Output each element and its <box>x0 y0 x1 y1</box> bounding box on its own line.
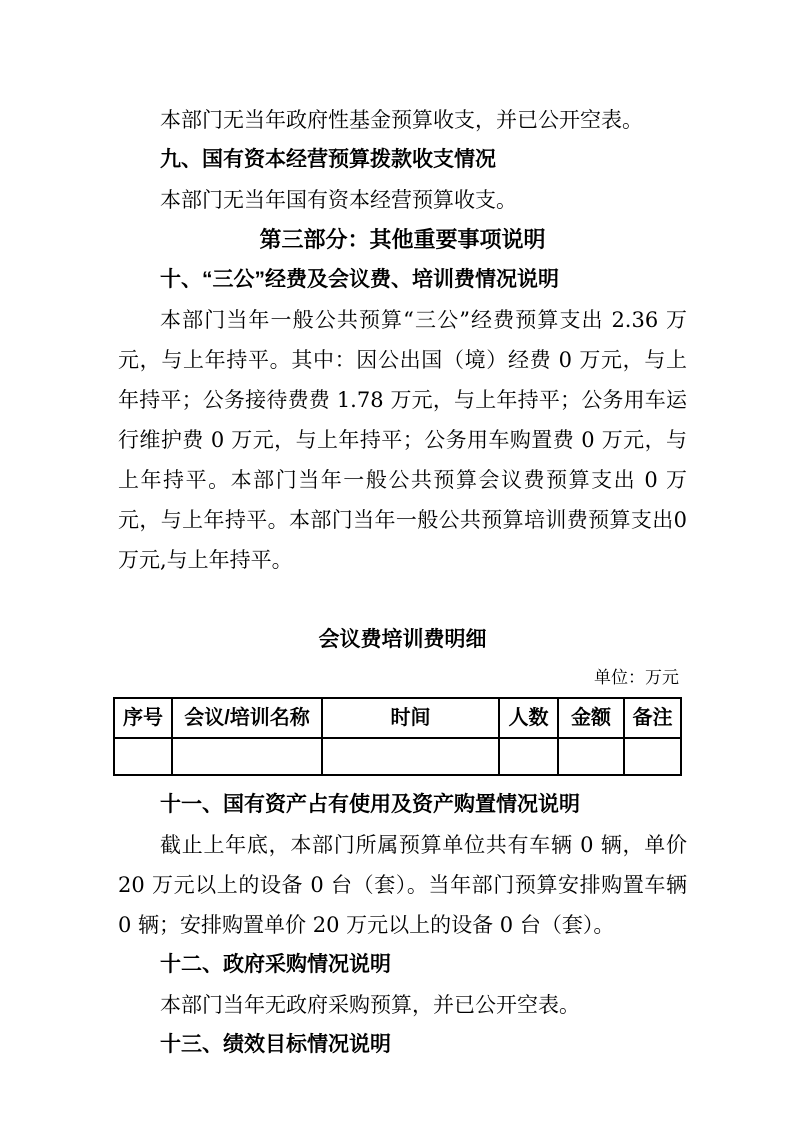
table-cell <box>558 738 624 775</box>
paragraph-three-public: 本部门当年一般公共预算“三公”经费预算支出 2.36 万元，与上年持平。其中：因公出国（境）经费 0 万元，与上年持平；公务接待费费 1.78 万元，与上年持平；公务用车运行维护费 0 万元，与上年持平；公务用车购置费 0 万元，与上年持平。本部门当年一般公共预算会议费预算支出 0 万元，与上年持平。本部门当年一般公共预算培训费预算支出0万元,与上年持平。 <box>118 308 687 572</box>
paragraph-state-capital: 本部门无当年国有资本经营预算收支。 <box>160 188 517 212</box>
section-heading-12: 十二、政府采购情况说明 <box>160 953 391 976</box>
paragraph-assets: 截止上年底，本部门所属预算单位共有车辆 0 辆，单价 20 万元以上的设备 0 台（套）。当年部门预算安排购置车辆 0 辆；安排购置单价 20 万元以上的设备 0 台（套）。 <box>118 833 687 937</box>
table-header-row <box>114 698 681 738</box>
table-cell <box>322 738 499 775</box>
table-header-name: 会议/培训名称 <box>172 698 322 738</box>
table-header-remark: 备注 <box>624 698 681 738</box>
section-heading-9: 九、国有资本经营预算拨款收支情况 <box>160 148 496 171</box>
table-unit-label: 单位：万元 <box>594 668 679 688</box>
table-header-time: 时间 <box>322 698 499 738</box>
paragraph-gov-fund: 本部门无当年政府性基金预算收支，并已公开空表。 <box>160 108 643 132</box>
table-cell <box>624 738 681 775</box>
meeting-training-table <box>113 697 682 776</box>
table-cell <box>499 738 558 775</box>
table-cell <box>172 738 322 775</box>
section-heading-11: 十一、国有资产占有使用及资产购置情况说明 <box>160 793 580 816</box>
section-heading-13: 十三、绩效目标情况说明 <box>160 1033 391 1056</box>
table-header-index: 序号 <box>114 698 172 738</box>
table-header-amount: 金额 <box>558 698 624 738</box>
table-header-people: 人数 <box>499 698 558 738</box>
section-heading-10: 十、“三公”经费及会议费、培训费情况说明 <box>160 268 559 291</box>
table-title: 会议费培训费明细 <box>318 628 487 651</box>
table-cell <box>114 738 172 775</box>
part-3-title: 第三部分：其他重要事项说明 <box>259 227 546 252</box>
table-row <box>114 738 681 775</box>
paragraph-procurement: 本部门当年无政府采购预算，并已公开空表。 <box>160 993 580 1017</box>
